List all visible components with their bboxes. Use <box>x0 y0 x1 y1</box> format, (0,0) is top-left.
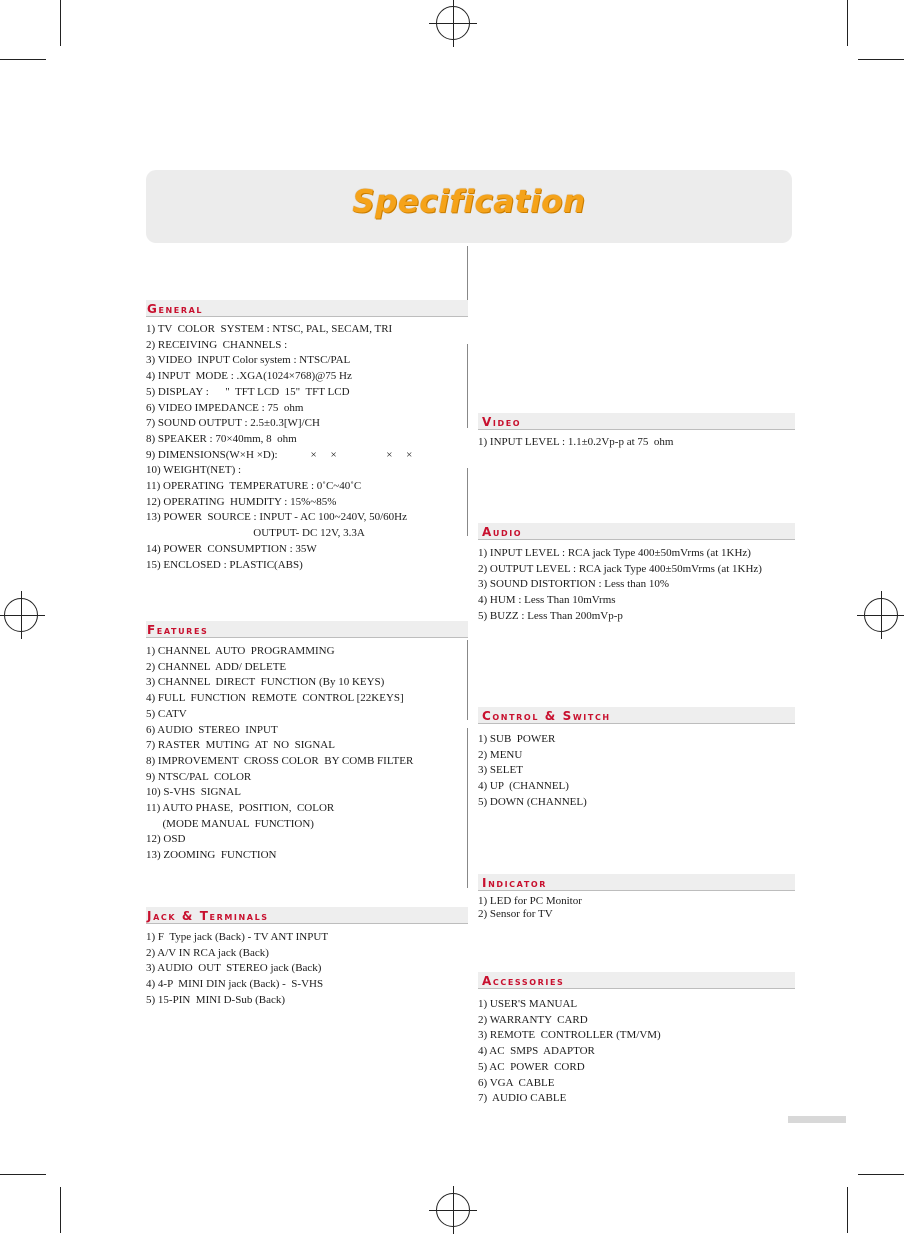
section-video <box>478 413 795 451</box>
list-item: 7) SOUND OUTPUT : 2.5±0.3[W]/CH <box>146 417 320 430</box>
section-header <box>478 413 795 430</box>
spec-list <box>478 895 795 921</box>
list-item: 8) IMPROVEMENT CROSS COLOR BY COMB FILTER <box>146 754 414 767</box>
list-item: 9) NTSC/PAL COLOR <box>146 770 252 783</box>
list-item: 11) AUTO PHASE, POSITION, COLOR <box>146 802 335 815</box>
list-item: 1) LED for PC Monitor <box>478 895 582 907</box>
list-item: 2) RECEIVING CHANNELS : <box>146 338 288 351</box>
list-item: 1) F Type jack (Back) - TV ANT INPUT <box>146 931 329 943</box>
spec-list <box>478 997 795 1107</box>
list-item: 8) SPEAKER : 70×40mm, 8 ohm <box>146 432 297 445</box>
list-item: 3) VIDEO INPUT Color system : NTSC/PAL <box>146 354 351 367</box>
list-item: 7) RASTER MUTING AT NO SIGNAL <box>146 739 335 752</box>
section-title: Control & Switch <box>482 709 611 723</box>
list-item: 5) 15-PIN MINI D-Sub (Back) <box>146 993 286 1006</box>
registration-mark <box>436 6 470 40</box>
section-audio <box>478 523 795 625</box>
spec-list <box>478 732 795 811</box>
registration-mark <box>864 598 898 632</box>
crop-mark <box>858 59 904 60</box>
section-title: Audio <box>482 525 523 539</box>
list-item: 2) OUTPUT LEVEL : RCA jack Type 400±50mVrms (at 1KHz) <box>478 562 762 575</box>
list-item: 5) CATV <box>146 707 187 720</box>
list-item: 4) AC SMPS ADAPTOR <box>478 1045 595 1058</box>
list-item: 1) SUB POWER <box>478 733 556 745</box>
list-item: 10) S-VHS SIGNAL <box>146 786 242 799</box>
page-tab <box>788 1116 846 1123</box>
list-item: 1) CHANNEL AUTO PROGRAMMING <box>146 645 335 657</box>
list-item: 10) WEIGHT(NET) : <box>146 464 242 477</box>
crop-mark <box>60 1187 61 1233</box>
list-item: 11) OPERATING TEMPERATURE : 0˚C~40˚C <box>146 480 362 493</box>
section-header <box>478 972 795 989</box>
list-item: 13) POWER SOURCE : INPUT - AC 100~240V, 50/60Hz <box>146 511 408 524</box>
list-item: 1) USER'S MANUAL <box>478 998 578 1010</box>
list-item: 3) SOUND DISTORTION : Less than 10% <box>478 578 670 591</box>
list-item: 1) TV COLOR SYSTEM : NTSC, PAL, SECAM, TRI <box>146 323 393 335</box>
list-item: 6) VGA CABLE <box>478 1076 555 1089</box>
list-item: 2) MENU <box>478 748 523 761</box>
list-item: 4) UP (CHANNEL) <box>478 780 569 793</box>
section-jack-terminals <box>146 907 468 1009</box>
crop-mark <box>60 0 61 46</box>
section-title: Indicator <box>482 876 548 890</box>
list-item: 3) AUDIO OUT STEREO jack (Back) <box>146 962 322 975</box>
section-header <box>146 300 468 317</box>
spec-list <box>146 322 468 573</box>
section-general <box>146 300 468 573</box>
list-item: 5) AC POWER CORD <box>478 1060 585 1073</box>
list-item: 6) VIDEO IMPEDANCE : 75 ohm <box>146 401 304 414</box>
header-banner <box>146 170 792 243</box>
list-item: 3) REMOTE CONTROLLER (TM/VM) <box>478 1029 661 1042</box>
spec-list <box>146 644 468 864</box>
list-item: 4) 4-P MINI DIN jack (Back) - S-VHS <box>146 978 324 991</box>
spec-list <box>146 930 468 1009</box>
list-item: 6) AUDIO STEREO INPUT <box>146 723 278 736</box>
spec-list <box>478 435 795 451</box>
registration-mark <box>436 1193 470 1227</box>
crop-mark <box>847 0 848 46</box>
list-item: 1) INPUT LEVEL : 1.1±0.2Vp-p at 75 ohm <box>478 436 674 448</box>
section-title: Accessories <box>482 974 565 988</box>
section-accessories <box>478 972 795 1107</box>
list-item: 4) FULL FUNCTION REMOTE CONTROL [22KEYS] <box>146 692 404 705</box>
list-item: OUTPUT- DC 12V, 3.3A <box>146 527 365 540</box>
section-title: Jack & Terminals <box>147 909 269 923</box>
list-item: 9) DIMENSIONS(W×H ×D): × × × × <box>146 448 413 461</box>
list-item: 5) DISPLAY : " TFT LCD 15" TFT LCD <box>146 385 350 398</box>
registration-mark <box>4 598 38 632</box>
list-item: 4) HUM : Less Than 10mVrms <box>478 594 616 607</box>
section-indicator <box>478 874 795 921</box>
section-title: Video <box>482 415 522 429</box>
list-item: (MODE MANUAL FUNCTION) <box>146 817 314 830</box>
list-item: 2) CHANNEL ADD/ DELETE <box>146 660 287 673</box>
list-item: 3) CHANNEL DIRECT FUNCTION (By 10 KEYS) <box>146 676 385 689</box>
page-title: Specification <box>352 184 586 220</box>
section-title: Features <box>147 623 209 637</box>
section-control-switch <box>478 707 795 811</box>
list-item: 12) OPERATING HUMDITY : 15%~85% <box>146 495 337 508</box>
crop-mark <box>858 1174 904 1175</box>
crop-mark <box>0 1174 46 1175</box>
section-header <box>146 621 468 638</box>
list-item: 2) WARRANTY CARD <box>478 1013 588 1026</box>
list-item: 1) INPUT LEVEL : RCA jack Type 400±50mVrms (at 1KHz) <box>478 547 751 559</box>
list-item: 5) DOWN (CHANNEL) <box>478 795 587 808</box>
list-item: 5) BUZZ : Less Than 200mVp-p <box>478 609 623 622</box>
section-header <box>146 907 468 924</box>
section-features <box>146 621 468 864</box>
list-item: 3) SELET <box>478 764 523 777</box>
crop-mark <box>0 59 46 60</box>
list-item: 7) AUDIO CABLE <box>478 1092 567 1105</box>
section-title: General <box>147 302 204 316</box>
list-item: 15) ENCLOSED : PLASTIC(ABS) <box>146 558 303 571</box>
crop-mark <box>847 1187 848 1233</box>
spec-list <box>478 546 795 625</box>
section-header <box>478 874 795 891</box>
list-item: 4) INPUT MODE : .XGA(1024×768)@75 Hz <box>146 370 352 383</box>
list-item: 14) POWER CONSUMPTION : 35W <box>146 542 317 555</box>
list-item: 2) Sensor for TV <box>478 908 553 920</box>
section-header <box>478 523 795 540</box>
list-item: 2) A/V IN RCA jack (Back) <box>146 946 269 959</box>
section-header <box>478 707 795 724</box>
list-item: 12) OSD <box>146 833 186 846</box>
list-item: 13) ZOOMING FUNCTION <box>146 849 277 862</box>
